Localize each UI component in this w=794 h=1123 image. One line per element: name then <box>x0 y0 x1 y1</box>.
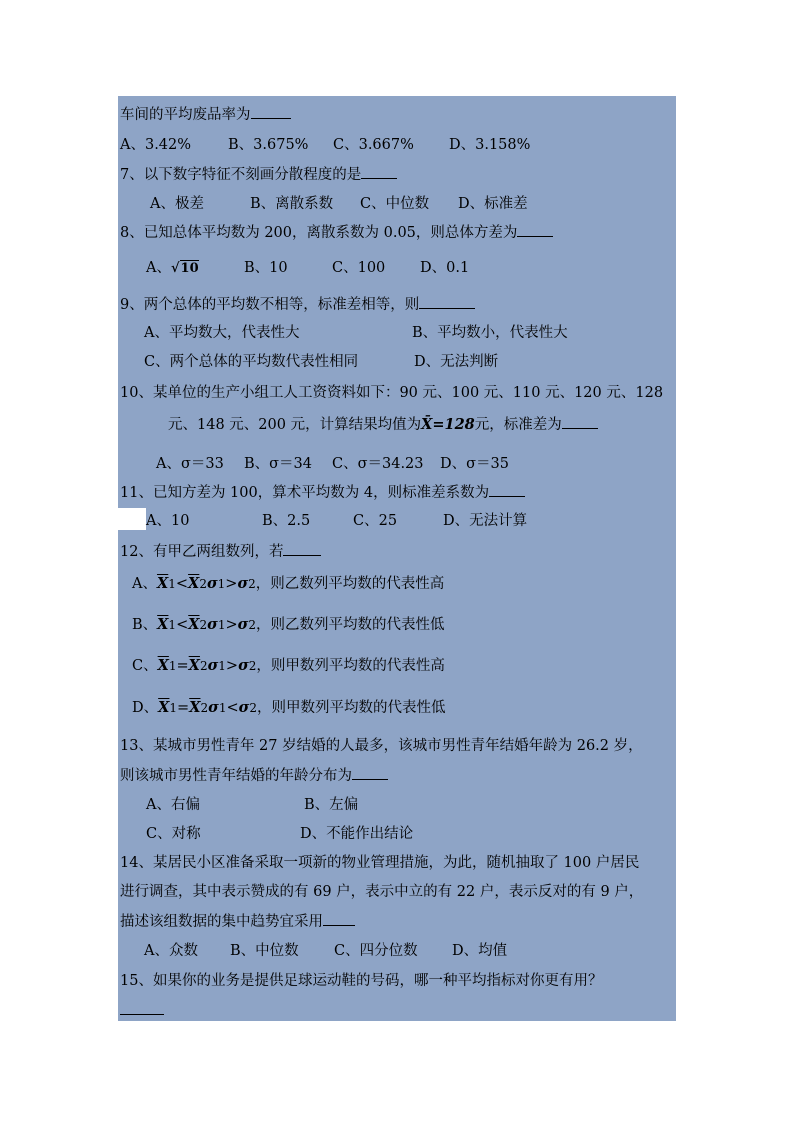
option-b[interactable]: B、3.675% <box>228 137 309 153</box>
option-d[interactable]: D、3.158% <box>449 137 531 153</box>
option-a[interactable]: A、10 <box>146 513 190 529</box>
options-row <box>120 135 530 155</box>
subscript: 2 <box>248 618 256 632</box>
option-label: C、 <box>132 658 158 674</box>
option-c[interactable] <box>132 656 445 676</box>
option-a[interactable]: A、极差 <box>150 196 204 212</box>
x-bar-symbol: $\overline{X}$ <box>157 616 169 633</box>
question-text: 7、以下数字特征不刻画分散程度的是 <box>120 167 362 183</box>
option-c[interactable]: C、100 <box>332 260 386 276</box>
option-d[interactable]: D、均值 <box>452 943 508 959</box>
sigma-symbol: σ <box>238 657 249 674</box>
option-c[interactable]: C、3.667% <box>333 137 414 153</box>
answer-blank[interactable] <box>352 765 388 780</box>
relation: < <box>226 700 239 716</box>
option-d[interactable]: D、0.1 <box>420 260 470 276</box>
option-c[interactable]: C、四分位数 <box>334 943 418 959</box>
subscript: 1 <box>218 659 226 673</box>
subscript: 1 <box>218 701 227 715</box>
sigma-symbol: σ <box>237 575 249 592</box>
question-text: 元、148 元、200 元，计算结果均值为 <box>168 417 422 433</box>
option-d[interactable] <box>132 698 445 718</box>
sigma-symbol: σ <box>207 616 218 633</box>
options-row <box>150 194 528 214</box>
question-text: 12、有甲乙两组数列，若 <box>120 544 284 560</box>
x-bar-symbol: $\overline{X}$ <box>188 575 200 592</box>
question-text: 10、某单位的生产小组工人工资资料如下：90 元、100 元、110 元、120 元、128 <box>120 385 664 401</box>
mean-formula: X̄=128 <box>421 416 475 433</box>
question-14-cont2 <box>120 911 355 932</box>
relation: > <box>225 658 239 674</box>
relation: < <box>175 576 189 592</box>
option-c[interactable]: C、25 <box>353 513 398 529</box>
x-bar-symbol: $\overline{X}$ <box>157 657 169 674</box>
option-d[interactable]: D、标准差 <box>458 196 528 212</box>
sigma-symbol: σ <box>208 699 219 716</box>
relation: > <box>225 617 238 633</box>
subscript: 2 <box>248 577 256 591</box>
relation: < <box>176 617 189 633</box>
options-row <box>146 824 413 844</box>
option-text: ，则甲数列平均数的代表性高 <box>256 658 445 674</box>
question-text: 进行调查，其中表示赞成的有 69 户，表示中立的有 22 户，表示反对的有 9 户， <box>120 884 644 900</box>
option-c[interactable]: C、中位数 <box>360 196 430 212</box>
option-d[interactable]: D、无法判断 <box>414 354 499 370</box>
option-b[interactable]: B、10 <box>244 260 288 276</box>
question-12 <box>120 541 321 562</box>
answer-blank[interactable] <box>489 482 525 497</box>
relation: = <box>177 700 190 716</box>
option-label: A、 <box>132 576 157 592</box>
relation: = <box>176 658 189 674</box>
subscript: 1 <box>217 618 226 632</box>
option-c[interactable]: C、两个总体的平均数代表性相同 <box>144 354 359 370</box>
sigma-symbol: σ <box>207 657 219 674</box>
question-continuation <box>120 104 291 125</box>
question-15-blank-line <box>120 1000 164 1021</box>
question-7 <box>120 164 397 185</box>
x-bar-symbol: $\overline{X}$ <box>189 699 201 716</box>
question-text: 元，标准差为 <box>474 417 562 433</box>
answer-blank[interactable] <box>251 104 291 119</box>
option-a[interactable]: A、右偏 <box>146 797 200 813</box>
option-b[interactable]: B、左偏 <box>304 797 359 813</box>
answer-blank[interactable] <box>517 222 553 237</box>
option-c[interactable]: C、σ＝34.23 <box>332 456 424 472</box>
option-label: B、 <box>132 617 158 633</box>
subscript: 2 <box>248 659 257 673</box>
option-text: ，则甲数列平均数的代表性低 <box>256 700 446 716</box>
answer-blank[interactable] <box>562 414 598 429</box>
subscript: 1 <box>217 577 226 591</box>
x-bar-symbol: $\overline{X}$ <box>156 575 169 592</box>
question-text: 8、已知总体平均数为 200，离散系数为 0.05，则总体方差为 <box>120 225 518 241</box>
answer-blank[interactable] <box>419 294 475 309</box>
option-a[interactable]: A、σ＝33 <box>156 456 224 472</box>
question-14 <box>120 853 639 873</box>
question-text: 11、已知方差为 100，算术平均数为 4，则标准差系数为 <box>120 485 490 501</box>
options-row <box>144 352 498 372</box>
subscript: 1 <box>168 577 176 591</box>
sqrt-formula: √10 <box>170 261 199 276</box>
options-row <box>156 454 509 474</box>
option-a[interactable]: A、 <box>146 260 171 276</box>
sqrt-radicand: 10 <box>180 261 199 276</box>
options-row <box>146 795 358 815</box>
options-row <box>144 941 507 961</box>
option-text: ，则乙数列平均数的代表性低 <box>255 617 445 633</box>
question-13 <box>120 736 643 756</box>
option-c[interactable]: C、对称 <box>146 826 201 842</box>
options-row <box>146 511 527 531</box>
answer-blank[interactable] <box>323 911 355 926</box>
sigma-symbol: σ <box>237 616 249 633</box>
question-text: 15、如果你的业务是提供足球运动鞋的号码，哪一种平均指标对你更有用？ <box>120 973 603 989</box>
answer-blank[interactable] <box>361 164 397 179</box>
subscript: 1 <box>168 659 177 673</box>
option-a[interactable] <box>132 574 444 594</box>
subscript: 1 <box>168 618 177 632</box>
x-bar-symbol: $\overline{X}$ <box>158 699 170 716</box>
option-b[interactable]: B、中位数 <box>230 943 299 959</box>
option-b[interactable]: B、2.5 <box>262 513 311 529</box>
option-d[interactable]: D、σ＝35 <box>440 456 509 472</box>
white-patch <box>118 508 146 530</box>
x-bar-symbol: $\overline{X}$ <box>188 657 200 674</box>
option-a[interactable]: A、众数 <box>144 943 198 959</box>
options-row <box>144 323 568 343</box>
question-11 <box>120 482 525 503</box>
sigma-symbol: σ <box>238 699 250 716</box>
question-text: 13、某城市男性青年 27 岁结婚的人最多，该城市男性青年结婚年龄为 26.2 岁， <box>120 738 643 754</box>
relation: > <box>225 576 238 592</box>
question-8 <box>120 222 553 243</box>
option-a[interactable]: A、3.42% <box>120 137 192 153</box>
subscript: 2 <box>199 659 208 673</box>
option-d[interactable]: D、不能作出结论 <box>300 826 414 842</box>
question-10 <box>120 383 663 403</box>
option-a[interactable]: A、平均数大，代表性大 <box>144 325 300 341</box>
subscript: 2 <box>200 701 209 715</box>
x-bar-symbol: $\overline{X}$ <box>188 616 200 633</box>
question-15 <box>120 971 602 991</box>
subscript: 2 <box>199 618 208 632</box>
answer-blank[interactable] <box>283 541 321 556</box>
question-text: 9、两个总体的平均数不相等，标准差相等，则 <box>120 297 420 313</box>
option-b[interactable]: B、离散系数 <box>250 196 334 212</box>
option-d[interactable]: D、无法计算 <box>443 513 528 529</box>
option-b[interactable]: B、σ＝34 <box>244 456 313 472</box>
option-b[interactable] <box>132 615 444 635</box>
question-text: 描述该组数据的集中趋势宜采用 <box>120 914 323 930</box>
answer-blank[interactable] <box>120 1000 164 1015</box>
question-text: 车间的平均废品率为 <box>120 107 251 123</box>
option-text: ，则乙数列平均数的代表性高 <box>255 576 445 592</box>
question-13-cont <box>120 765 388 786</box>
subscript: 2 <box>249 701 257 715</box>
question-text: 则该城市男性青年结婚的年龄分布为 <box>120 768 352 784</box>
subscript: 2 <box>199 577 207 591</box>
question-text: 14、某居民小区准备采取一项新的物业管理措施，为此，随机抽取了 100 户居民 <box>120 855 640 871</box>
question-10-cont <box>168 414 598 435</box>
options-row <box>146 258 469 279</box>
sigma-symbol: σ <box>206 575 218 592</box>
option-b[interactable]: B、平均数小，代表性大 <box>412 325 568 341</box>
option-label: D、 <box>132 700 159 716</box>
question-14-cont <box>120 882 643 902</box>
question-9 <box>120 294 475 315</box>
subscript: 1 <box>169 701 178 715</box>
